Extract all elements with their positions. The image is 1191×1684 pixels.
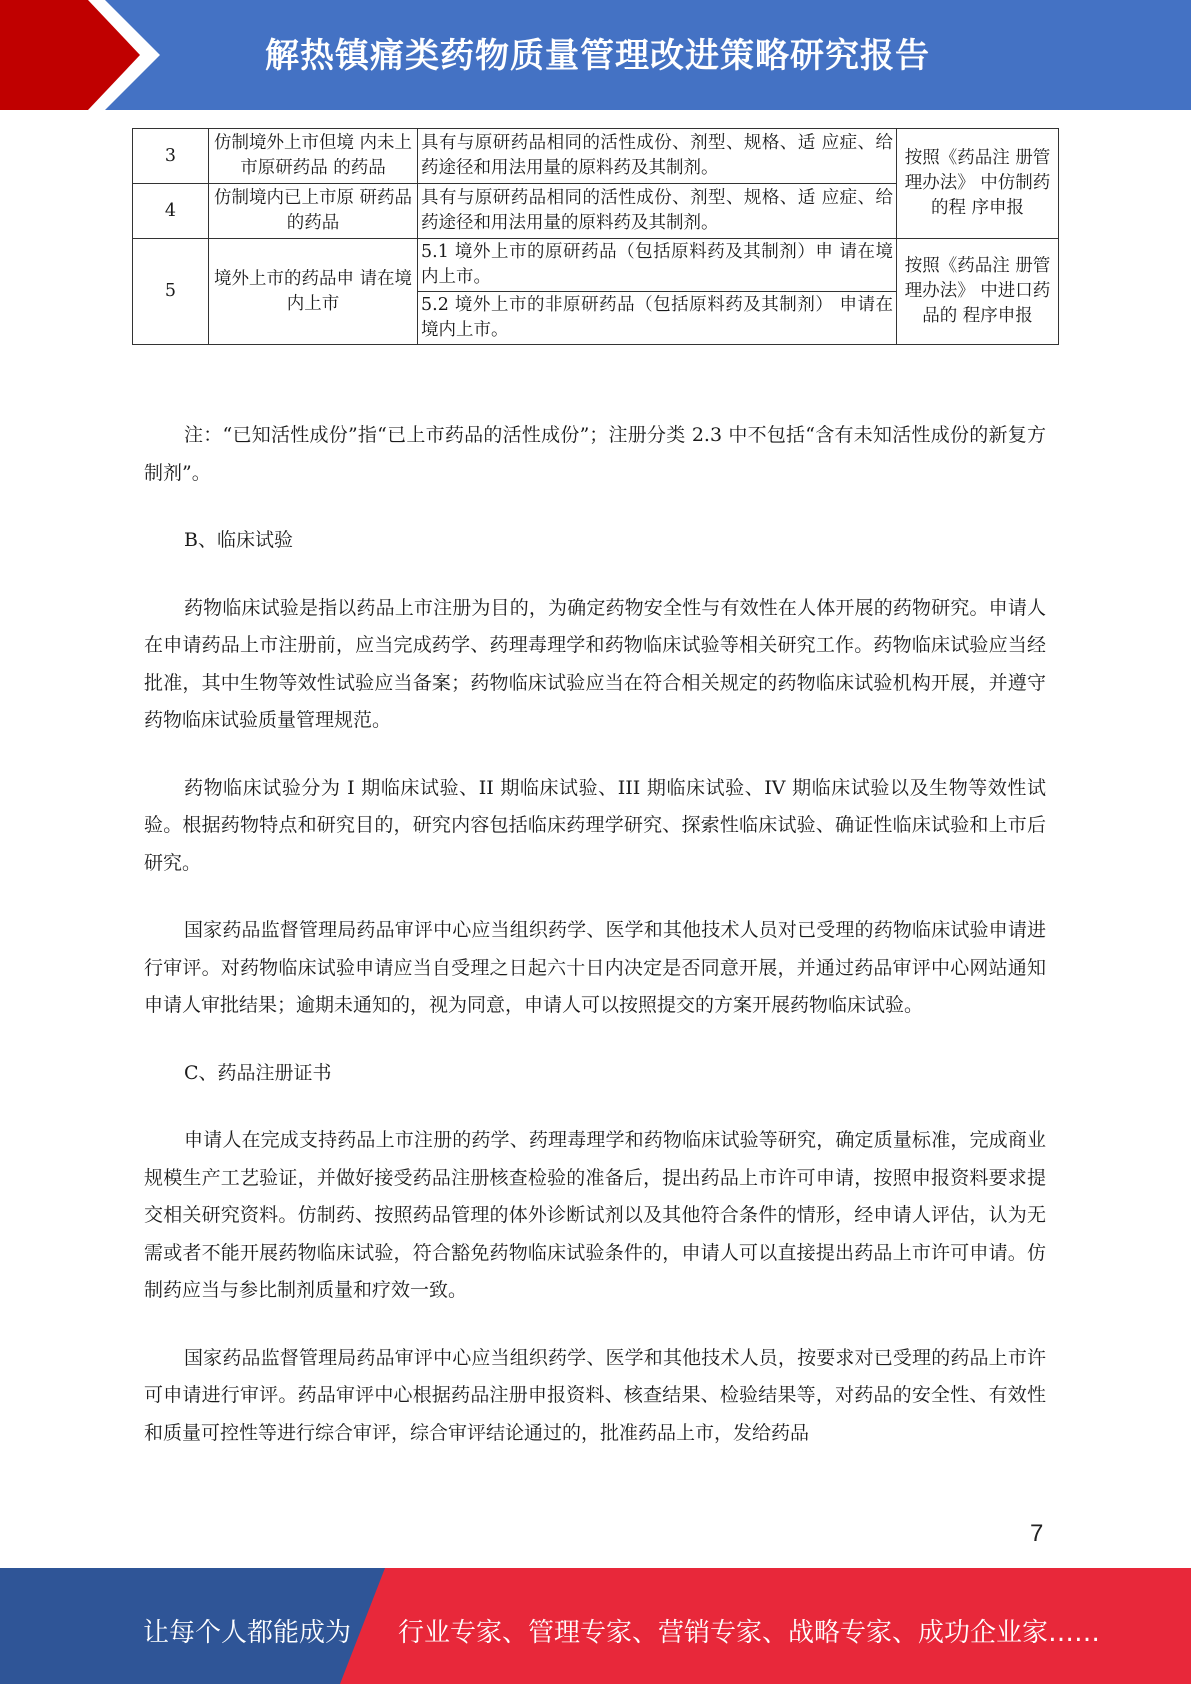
subcategory-5-2: 5.2 境外上市的非原研药品（包括原料药及其制剂） 申请在境内上市。 — [418, 291, 896, 344]
body-text — [144, 417, 1046, 1482]
row-category: 境外上市的药品申 请在境内上市 — [209, 239, 418, 345]
table-row — [133, 239, 1059, 345]
row-procedure: 按照《药品注 册管理办法》 中仿制药的程 序申报 — [897, 129, 1059, 239]
registration-category-table — [132, 128, 1059, 345]
table-note: 注：“已知活性成份”指“已上市药品的活性成份”；注册分类 2.3 中不包括“含有未知活性成份的新复方制剂”。 — [144, 424, 1046, 484]
paragraph: 国家药品监督管理局药品审评中心应当组织药学、医学和其他技术人员，按要求对已受理的药品上市许可申请进行审评。药品审评中心根据药品注册申报资料、核查结果、检验结果等，对药品的安全性、有效性和质量可控性等进行综合审评，综合审评结论通过的，批准药品上市，发给药品 — [144, 1346, 1046, 1444]
footer-slogan-right: 行业专家、管理专家、营销专家、战略专家、成功企业家…… — [398, 1618, 1101, 1648]
table-row — [133, 129, 1059, 184]
paragraph: 申请人在完成支持药品上市注册的药学、药理毒理学和药物临床试验等研究，确定质量标准，完成商业规模生产工艺验证，并做好接受药品注册核查检验的准备后，提出药品上市许可申请，按照申报资料要求提交相关研究资料。仿制药、按照药品管理的体外诊断试剂以及其他符合条件的情形，经申请人评估，认为无需或者不能开展药物临床试验，符合豁免药物临床试验条件的，申请人可以直接提出药品上市许可申请。仿制药应当与参比制剂质量和疗效一致。 — [144, 1129, 1046, 1301]
paragraph: 国家药品监督管理局药品审评中心应当组织药学、医学和其他技术人员对已受理的药物临床试验申请进行审评。对药物临床试验申请应当自受理之日起六十日内决定是否同意开展，并通过药品审评中心网站通知申请人审批结果；逾期未通知的，视为同意，申请人可以按照提交的方案开展药物临床试验。 — [144, 919, 1046, 1016]
row-number: 5 — [133, 239, 209, 345]
row-number: 4 — [133, 184, 209, 239]
row-number: 3 — [133, 129, 209, 184]
row-description: 具有与原研药品相同的活性成份、剂型、规格、适 应症、给药途径和用法用量的原料药及其制剂。 — [418, 129, 897, 184]
report-title: 解热镇痛类药物质量管理改进策略研究报告 — [265, 36, 930, 76]
row-category: 仿制境内已上市原 研药品的药品 — [209, 184, 418, 239]
row-procedure: 按照《药品注 册管理办法》 中进口药品的 程序申报 — [897, 239, 1059, 345]
footer-slogan-left: 让每个人都能成为 — [143, 1618, 352, 1648]
subcategory-5-1: 5.1 境外上市的原研药品（包括原料药及其制剂）申 请在境内上市。 — [421, 242, 893, 287]
row-category: 仿制境外上市但境 内未上市原研药品 的药品 — [209, 129, 418, 184]
row-description: 具有与原研药品相同的活性成份、剂型、规格、适 应症、给药途径和用法用量的原料药及其制剂。 — [418, 184, 897, 239]
page-header — [0, 0, 1191, 110]
section-heading-clinical-trial: B、临床试验 — [184, 529, 293, 551]
section-heading-registration-certificate: C、药品注册证书 — [184, 1061, 332, 1084]
page-number: 7 — [1030, 1520, 1044, 1547]
paragraph: 药物临床试验是指以药品上市注册为目的，为确定药物安全性与有效性在人体开展的药物研究。申请人在申请药品上市注册前，应当完成药学、药理毒理学和药物临床试验等相关研究工作。药物临床试验应当经批准，其中生物等效性试验应当备案；药物临床试验应当在符合相关规定的药物临床试验机构开展，并遵守药物临床试验质量管理规范。 — [144, 596, 1046, 731]
row-subcategories — [418, 239, 897, 345]
paragraph: 药物临床试验分为 I 期临床试验、II 期临床试验、III 期临床试验、IV 期临床试验以及生物等效性试验。根据药物特点和研究目的，研究内容包括临床药理学研究、探索性临床试验、确证性临床试验和上市后研究。 — [144, 776, 1046, 874]
